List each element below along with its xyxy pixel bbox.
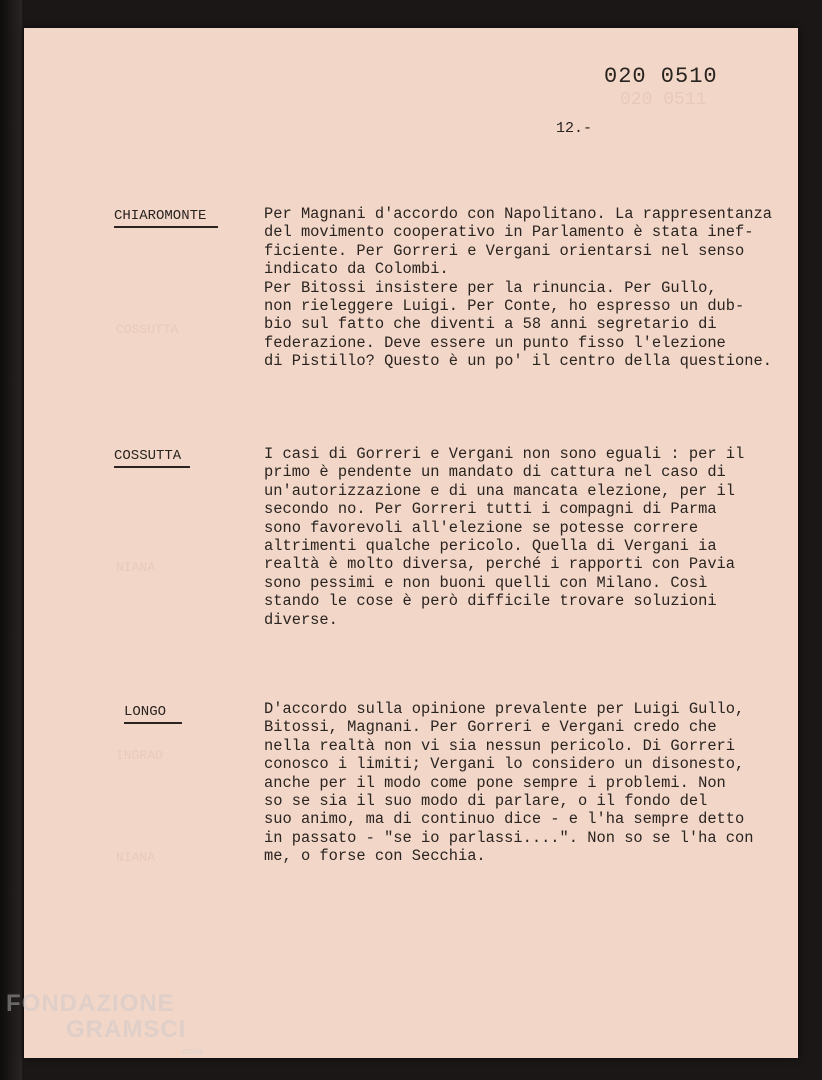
- speaker-underline: [114, 226, 218, 228]
- text-line: federazione. Deve essere un punto fisso l'elezione: [264, 333, 726, 352]
- speech-paragraph-cossutta: [264, 445, 804, 629]
- text-line: altrimenti qualche pericolo. Quella di Vergani ia: [264, 537, 717, 556]
- text-line: primo è pendente un mandato di cattura nel caso di: [264, 463, 726, 482]
- bleed-through-text: NIANA: [116, 560, 156, 575]
- speaker-underline: [124, 722, 182, 724]
- document-number: 020 0510: [604, 64, 718, 89]
- speaker-name-chiaromonte: [114, 208, 218, 228]
- text-line: conosco i limiti; Vergani lo considero un disonesto,: [264, 755, 745, 774]
- text-line: Per Bitossi insistere per la rinuncia. Per Gullo,: [264, 278, 717, 297]
- text-line: diverse.: [264, 610, 338, 629]
- bleed-through-text: COSSUTTA: [116, 322, 179, 337]
- text-line: Bitossi, Magnani. Per Gorreri e Vergani credo che: [264, 718, 717, 737]
- speaker-name-longo: [124, 704, 182, 724]
- page-number: 12.-: [556, 120, 593, 137]
- text-line: stando le cose è però difficile trovare soluzioni: [264, 592, 717, 611]
- text-line: indicato da Colombi.: [264, 260, 449, 279]
- text-line: sono favorevoli all'elezione se potesse correre: [264, 518, 699, 537]
- text-line: di Pistillo? Questo è un po' il centro della questione.: [264, 352, 772, 371]
- text-line: ficiente. Per Gorreri e Vergani orientarsi nel senso: [264, 241, 745, 260]
- text-line: realtà è molto diversa, perché i rapporti con Pavia: [264, 555, 736, 574]
- watermark-line3: onlus: [182, 1046, 204, 1056]
- text-line: me, o forse con Secchia.: [264, 847, 486, 866]
- speaker-label: CHIAROMONTE: [114, 208, 207, 224]
- bleed-through-text: NIANA: [116, 850, 156, 865]
- text-line: in passato - "se io parlassi....". Non so se l'ha con: [264, 828, 754, 847]
- speaker-underline: [114, 466, 190, 468]
- document-page: [24, 28, 798, 1058]
- text-line: sono pessimi e non buoni quelli con Milano. Così: [264, 573, 708, 592]
- text-line: Per Magnani d'accordo con Napolitano. La rappresentanza: [264, 205, 772, 223]
- text-line: so se sia il suo modo di parlare, o il fondo del: [264, 792, 708, 811]
- bleed-through-number: 020 0511: [620, 90, 707, 110]
- text-line: nella realtà non vi sia nessun pericolo. Di Gorreri: [264, 736, 736, 755]
- speech-paragraph-longo: [264, 700, 804, 866]
- text-line: del movimento cooperativo in Parlamento è stata inef-: [264, 223, 754, 242]
- text-line: suo animo, ma di continuo dice - e l'ha sempre detto: [264, 810, 745, 829]
- text-line: bio sul fatto che diventi a 58 anni segretario di: [264, 315, 717, 334]
- text-line: D'accordo sulla opinione prevalente per Luigi Gullo,: [264, 700, 745, 718]
- watermark-line1: FONDAZIONE: [6, 990, 175, 1017]
- fondazione-gramsci-watermark: [6, 990, 204, 1056]
- page-edge-shadow: [0, 0, 22, 1080]
- text-line: secondo no. Per Gorreri tutti i compagni di Parma: [264, 500, 717, 519]
- text-line: un'autorizzazione e di una mancata elezione, per il: [264, 481, 736, 500]
- speaker-name-cossutta: [114, 448, 190, 468]
- watermark-line2: GRAMSCI: [66, 1016, 187, 1043]
- text-line: non rieleggere Luigi. Per Conte, ho espresso un dub-: [264, 297, 745, 316]
- bleed-through-text: INGRAO: [116, 748, 163, 763]
- text-line: anche per il modo come pone sempre i problemi. Non: [264, 773, 726, 792]
- speaker-label: COSSUTTA: [114, 448, 182, 464]
- speaker-label: LONGO: [124, 704, 167, 720]
- speech-paragraph-chiaromonte: [264, 205, 804, 371]
- text-line: I casi di Gorreri e Vergani non sono eguali : per il: [264, 445, 745, 463]
